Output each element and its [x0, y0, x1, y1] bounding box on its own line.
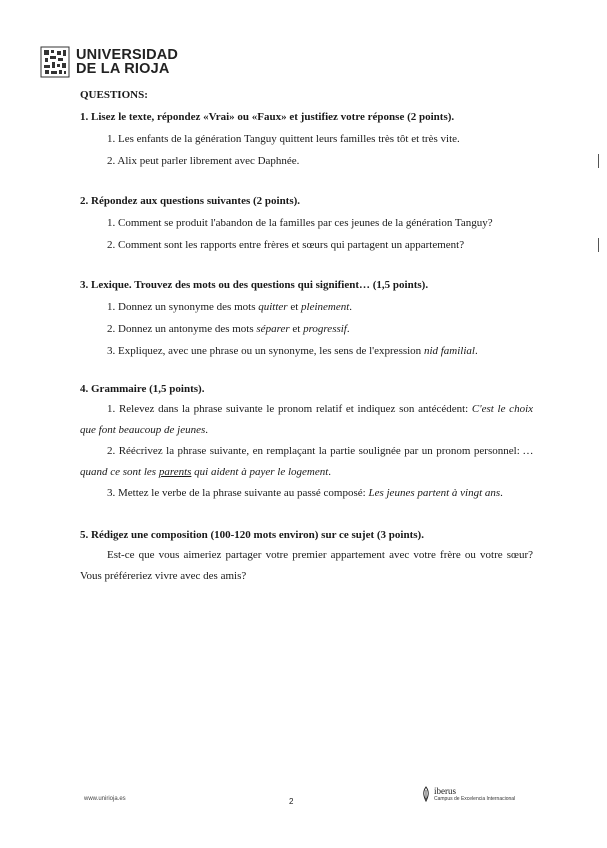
edge-mark	[598, 238, 599, 252]
section-2	[80, 194, 533, 252]
publisher-logo	[421, 786, 515, 802]
question-item: 3. Mettez le verbe de la phrase suivante au passé composé: Les jeunes partent à vingt ans.	[107, 487, 503, 499]
university-logo	[40, 46, 178, 78]
logo-line-1: UNIVERSIDAD	[76, 47, 179, 63]
publisher-emblem-icon	[421, 786, 431, 802]
edge-mark	[598, 154, 599, 168]
question-item: 1. Donnez un synonyme des mots quitter et pleinement.	[107, 301, 353, 313]
logo-line-2: DE LA RIOJA	[76, 61, 170, 77]
composition-prompt: Est-ce que vous aimeriez partager votre premier appartement avec votre frère ou votre sœur? Vous préféreriez vivre avec des amis?	[80, 549, 533, 582]
question-item: 2. Alix peut parler librement avec Daphnée.	[107, 155, 300, 167]
question-item: 2. Comment sont les rapports entre frères et sœurs qui partagent un appartement?	[107, 239, 465, 251]
section-title: 2. Répondez aux questions suivantes (2 points).	[80, 195, 301, 207]
publisher-subtitle: Campus de Excelencia Internacional	[434, 796, 516, 802]
question-item: 2. Donnez un antonyme des mots séparer et progressif.	[107, 323, 350, 335]
section-1	[80, 110, 533, 168]
section-title: 5. Rédigez une composition (100-120 mots environ) sur ce sujet (3 points).	[80, 529, 424, 541]
section-title: 3. Lexique. Trouvez des mots ou des questions qui signifient… (1,5 points).	[80, 279, 429, 291]
question-item: 1. Comment se produit l'abandon de la familles par ces jeunes de la génération Tanguy?	[107, 217, 493, 229]
questions-content	[80, 88, 533, 587]
section-title: 1. Lisez le texte, répondez «Vrai» ou «Faux» et justifiez votre réponse (2 points).	[80, 111, 455, 123]
section-4	[80, 382, 533, 504]
question-item: 1. Les enfants de la génération Tanguy quittent leurs familles très tôt et très vite.	[107, 133, 460, 145]
section-5	[80, 528, 533, 587]
university-emblem-icon	[40, 46, 70, 78]
questions-title: QUESTIONS:	[80, 89, 148, 101]
footer-website: www.unirioja.es	[84, 796, 126, 802]
question-item: 2. Réécrivez la phrase suivante, en remplaçant la partie soulignée par un pronom personnel: … quand ce sont les parents qui aident à payer le logement.	[80, 445, 533, 478]
page-number: 2	[289, 797, 294, 806]
section-title: 4. Grammaire (1,5 points).	[80, 383, 205, 395]
question-item: 3. Expliquez, avec une phrase ou un synonyme, les sens de l'expression nid familial.	[107, 345, 478, 357]
question-item: 1. Relevez dans la phrase suivante le pronom relatif et indiquez son antécédent: C'est le choix que font beaucoup de jeunes.	[80, 403, 534, 436]
section-3	[80, 278, 533, 358]
publisher-name: iberus	[434, 786, 456, 796]
